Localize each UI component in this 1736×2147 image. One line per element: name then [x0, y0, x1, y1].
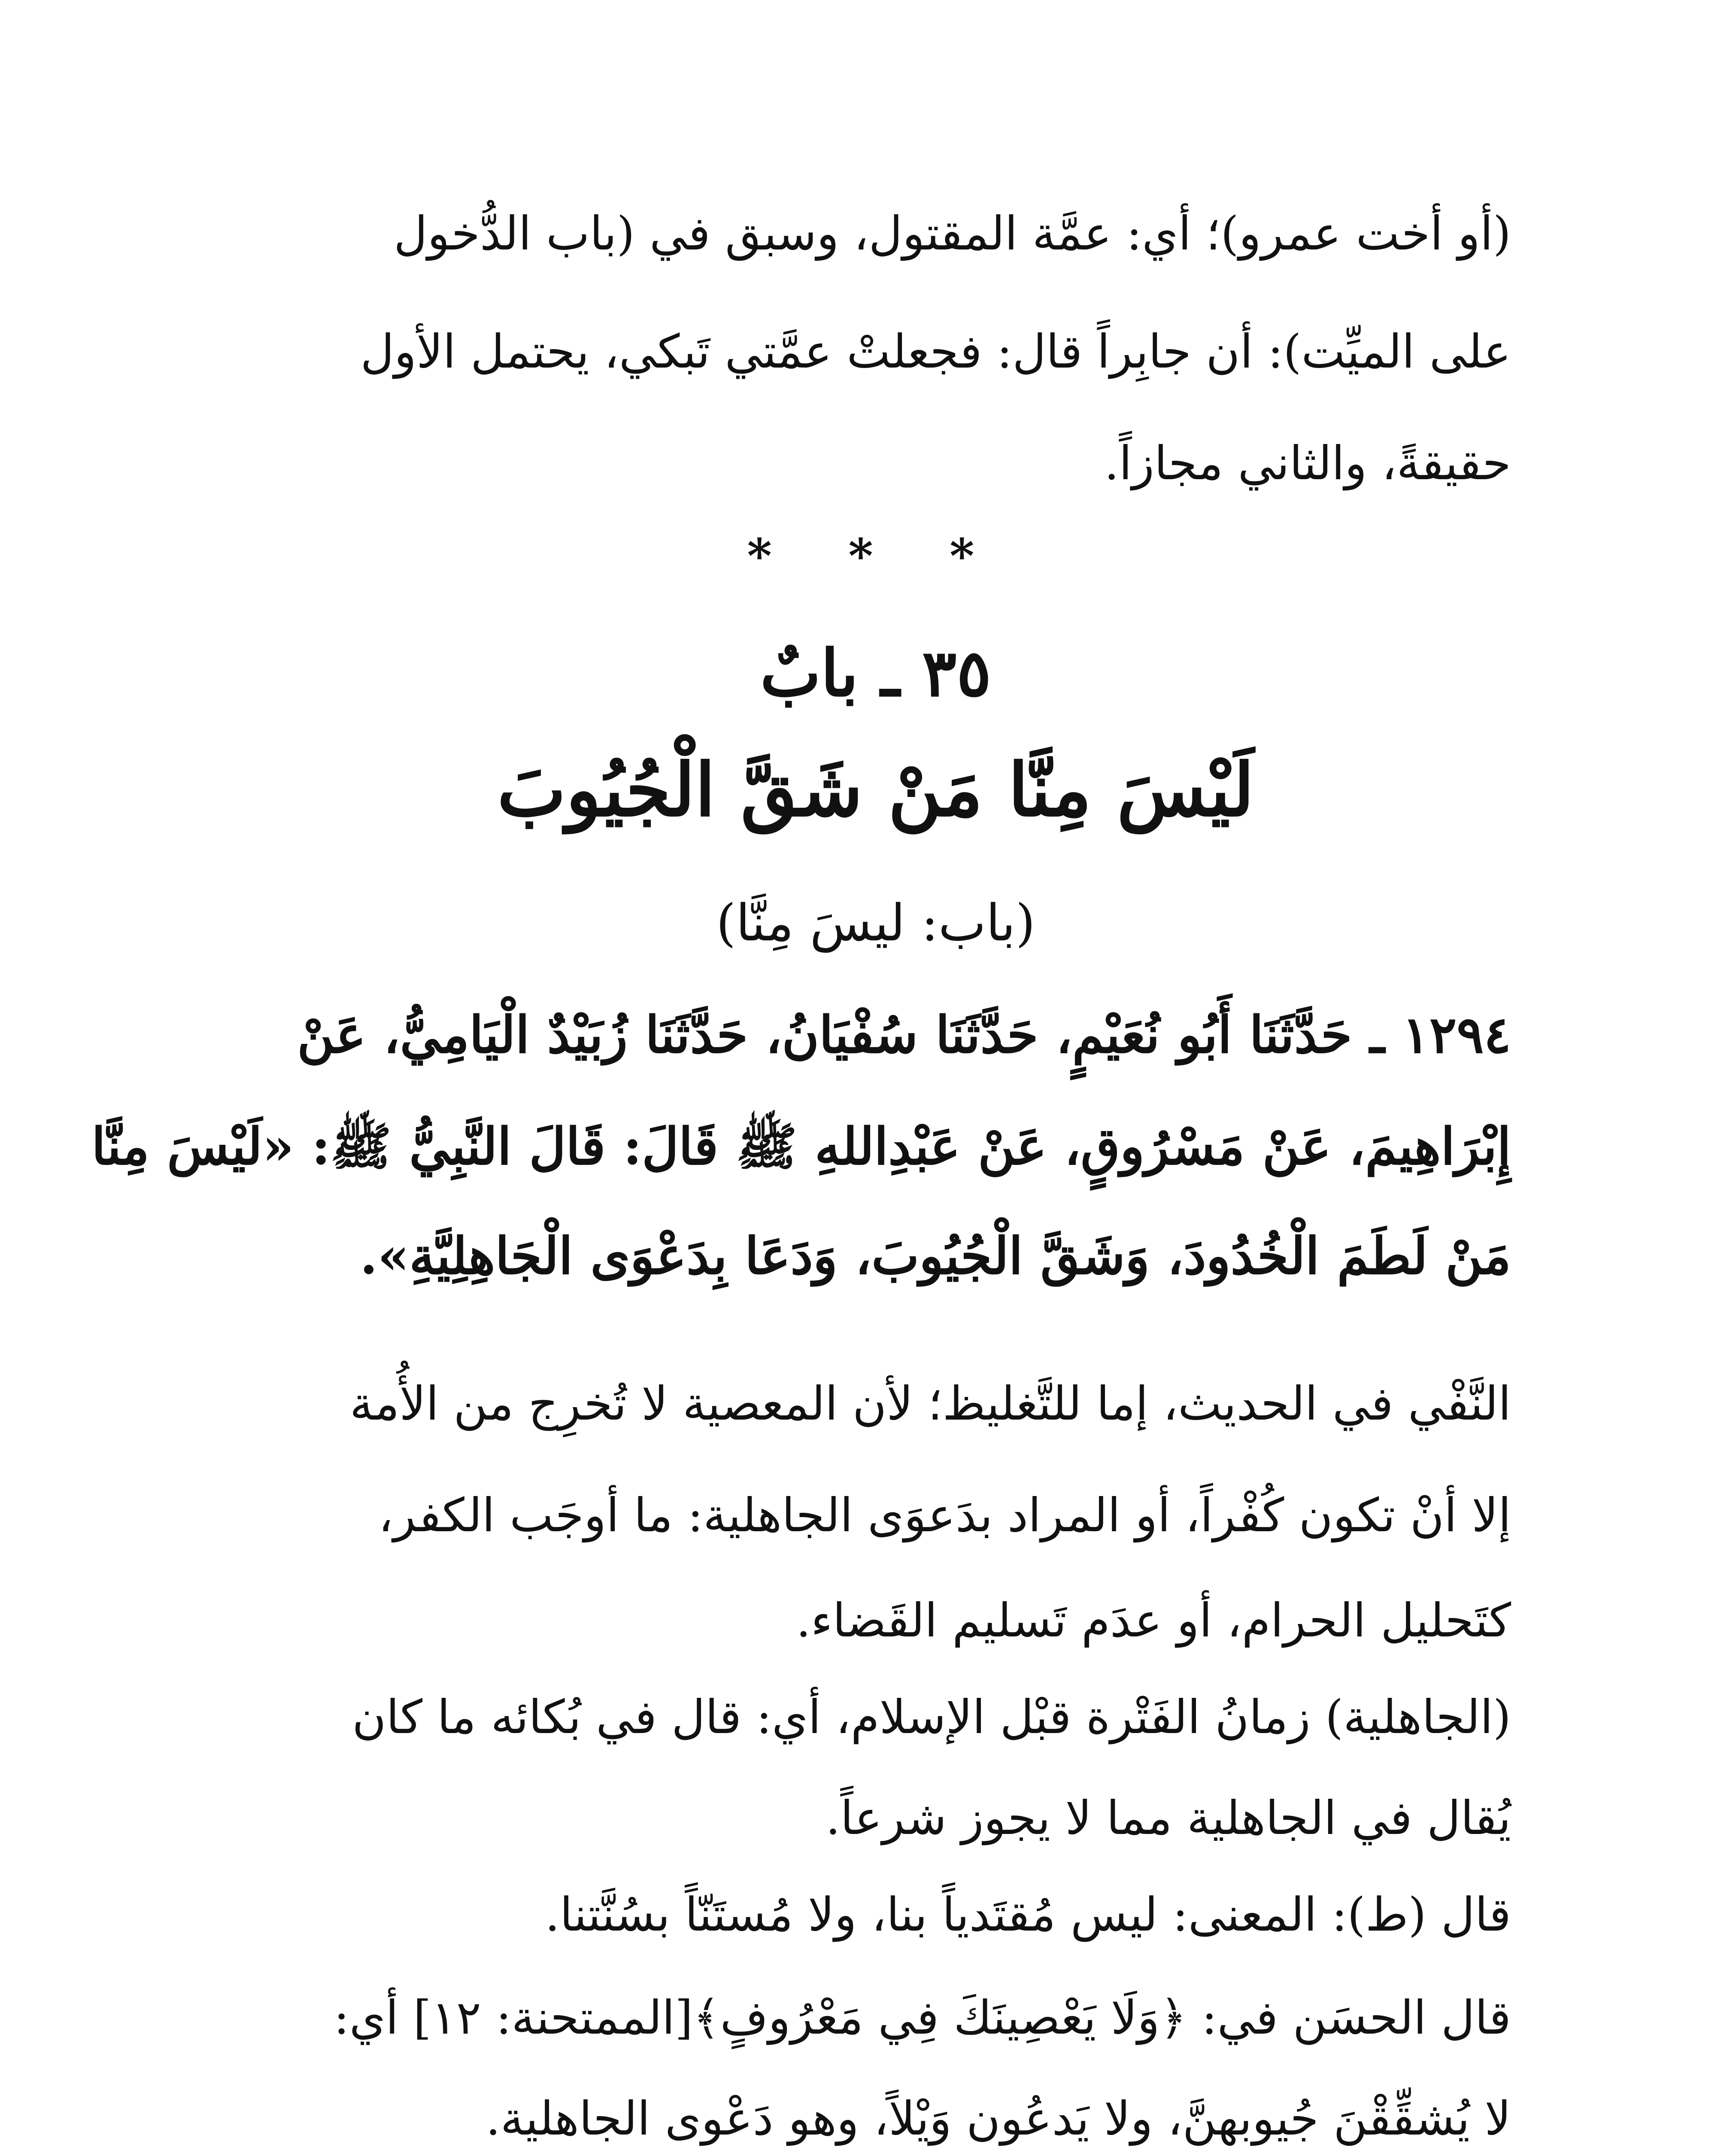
chapter-title: لَيْسَ مِنَّا مَنْ شَقَّ الْجُيُوبَ	[497, 747, 1254, 833]
separator-top: * * *	[747, 528, 1005, 584]
intro-line-2: على الميِّت): أن جابِراً قال: فجعلتْ عمَّتي تَبكي، يحتمل الأول	[360, 325, 1511, 379]
hadith-line-2: إِبْرَاهِيمَ، عَنْ مَسْرُوقٍ، عَنْ عَبْدِاللهِ ﷺ قَالَ: قَالَ النَّبِيُّ ﷺ: «لَيْسَ مِنَّا	[91, 1116, 1511, 1176]
chapter-subtitle: (باب: ليسَ مِنَّا)	[716, 893, 1035, 952]
commentary-line-1: النَّفْي في الحديث، إما للتَّغليظ؛ لأن المعصية لا تُخرِج من الأُمة	[349, 1377, 1511, 1431]
intro-line-1: (أو أخت عمرو)؛ أي: عمَّة المقتول، وسبق في (باب الدُّخول	[394, 207, 1511, 261]
intro-line-3: حقيقةً، والثاني مجازاً.	[1104, 437, 1511, 490]
hadith-line-3: مَنْ لَطَمَ الْخُدُودَ، وَشَقَّ الْجُيُوبَ، وَدَعَا بِدَعْوَى الْجَاهِلِيَّةِ».	[360, 1226, 1511, 1286]
hadith-line-1: ١٢٩٤ ـ حَدَّثَنَا أَبُو نُعَيْمٍ، حَدَّثَنَا سُفْيَانُ، حَدَّثَنَا زُبَيْدٌ الْيَامِيُّ، عَنْ	[297, 1005, 1511, 1064]
commentary-line-7: قال الحسَن في: ﴿وَلَا يَعْصِينَكَ فِي مَعْرُوفٍ﴾[الممتحنة: ١٢] أي:	[334, 1991, 1511, 2045]
commentary-line-2: إلا أنْ تكون كُفْراً، أو المراد بدَعوَى الجاهلية: ما أوجَب الكفر،	[378, 1489, 1511, 1542]
commentary-line-3: كتَحليل الحرام، أو عدَم تَسليم القَضاء.	[796, 1594, 1511, 1648]
commentary-line-8: لا يُشقِّقْنَ جُيوبهنَّ، ولا يَدعُون وَيْلاً، وهو دَعْوى الجاهلية.	[486, 2092, 1511, 2146]
chapter-number: ٣٥ ـ بابٌ	[760, 636, 992, 711]
commentary-line-4: (الجاهلية) زمانُ الفَتْرة قبْل الإسلام، أي: قال في بُكائه ما كان	[352, 1691, 1511, 1744]
commentary-line-5: يُقال في الجاهلية مما لا يجوز شرعاً.	[826, 1791, 1511, 1845]
commentary-line-6: قال (ط): المعنى: ليس مُقتَدياً بنا، ولا مُستَنّاً بسُنَّتنا.	[545, 1888, 1511, 1942]
